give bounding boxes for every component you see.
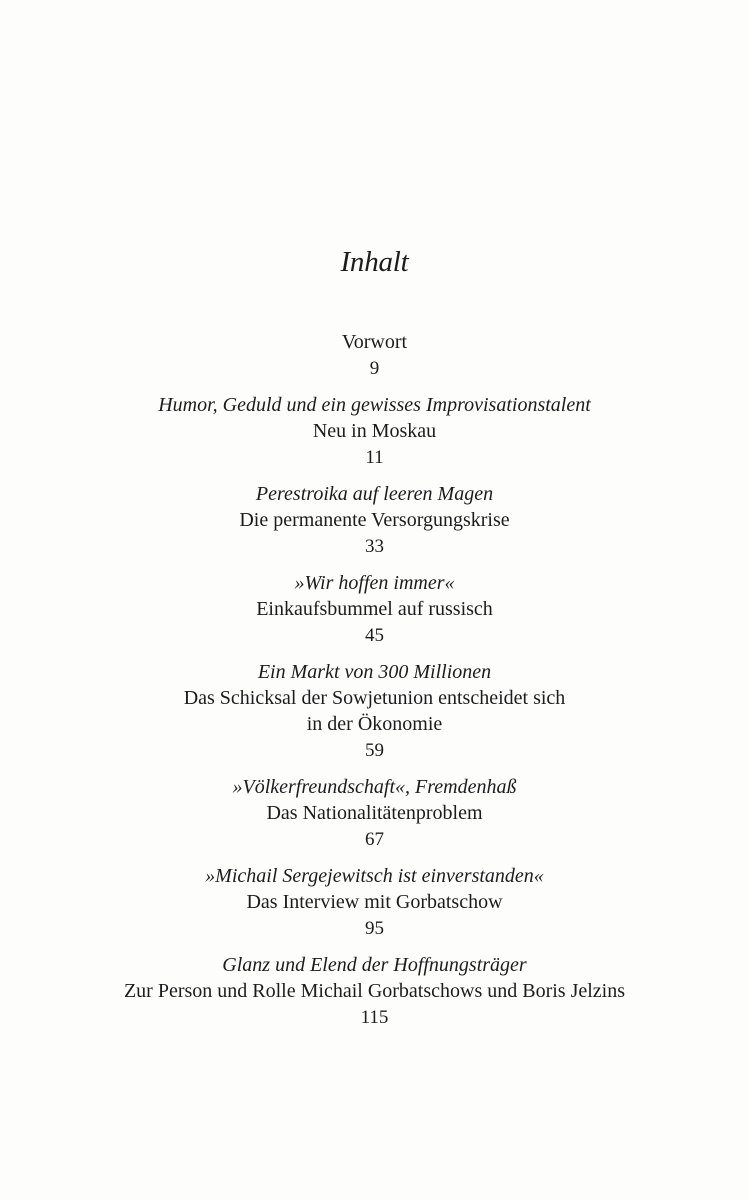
toc-entry-subtitle: »Michail Sergejewitsch ist einverstanden« [205,865,544,887]
toc-entry-title: Vorwort [341,331,408,353]
toc-entry-page-number: 33 [365,536,384,557]
toc-entry-title-continued: in der Ökonomie [306,713,443,735]
toc-entry-page-number: 9 [369,358,380,379]
toc-entry [0,392,749,471]
toc-entry [0,481,749,560]
toc-entry-subtitle: Humor, Geduld und ein gewisses Improvisationstalent [158,394,591,416]
toc-entry-title: Das Interview mit Gorbatschow [246,891,503,913]
toc-entry-subtitle: Perestroika auf leeren Magen [255,483,494,505]
toc-entry-page-number: 67 [365,829,384,850]
table-of-contents [0,329,749,1031]
toc-entry-title: Neu in Moskau [312,420,437,442]
toc-entry [0,952,749,1031]
toc-heading: Inhalt [340,246,409,278]
toc-entry-page-number: 45 [365,625,384,646]
toc-entry-subtitle: »Völkerfreundschaft«, Fremdenhaß [232,776,517,798]
toc-entry [0,774,749,853]
toc-entry-title: Einkaufsbummel auf russisch [256,598,493,620]
toc-entry-subtitle: Ein Markt von 300 Millionen [257,661,492,683]
toc-entry [0,863,749,942]
toc-entry-title: Die permanente Versorgungskrise [239,509,510,531]
toc-entry-page-number: 95 [365,918,384,939]
toc-entry-title: Das Nationalitätenproblem [266,802,483,824]
toc-entry [0,329,749,382]
toc-entry-title: Das Schicksal der Sowjetunion entscheidet sich [183,687,566,709]
toc-entry-page-number: 11 [365,447,384,468]
toc-entry [0,659,749,764]
toc-entry [0,570,749,649]
toc-entry-page-number: 115 [360,1007,389,1028]
toc-entry-subtitle: »Wir hoffen immer« [294,572,455,594]
toc-entry-title: Zur Person und Rolle Michail Gorbatschows und Boris Jelzins [123,980,626,1002]
toc-entry-subtitle: Glanz und Elend der Hoffnungsträger [222,954,527,976]
toc-entry-page-number: 59 [365,740,384,761]
